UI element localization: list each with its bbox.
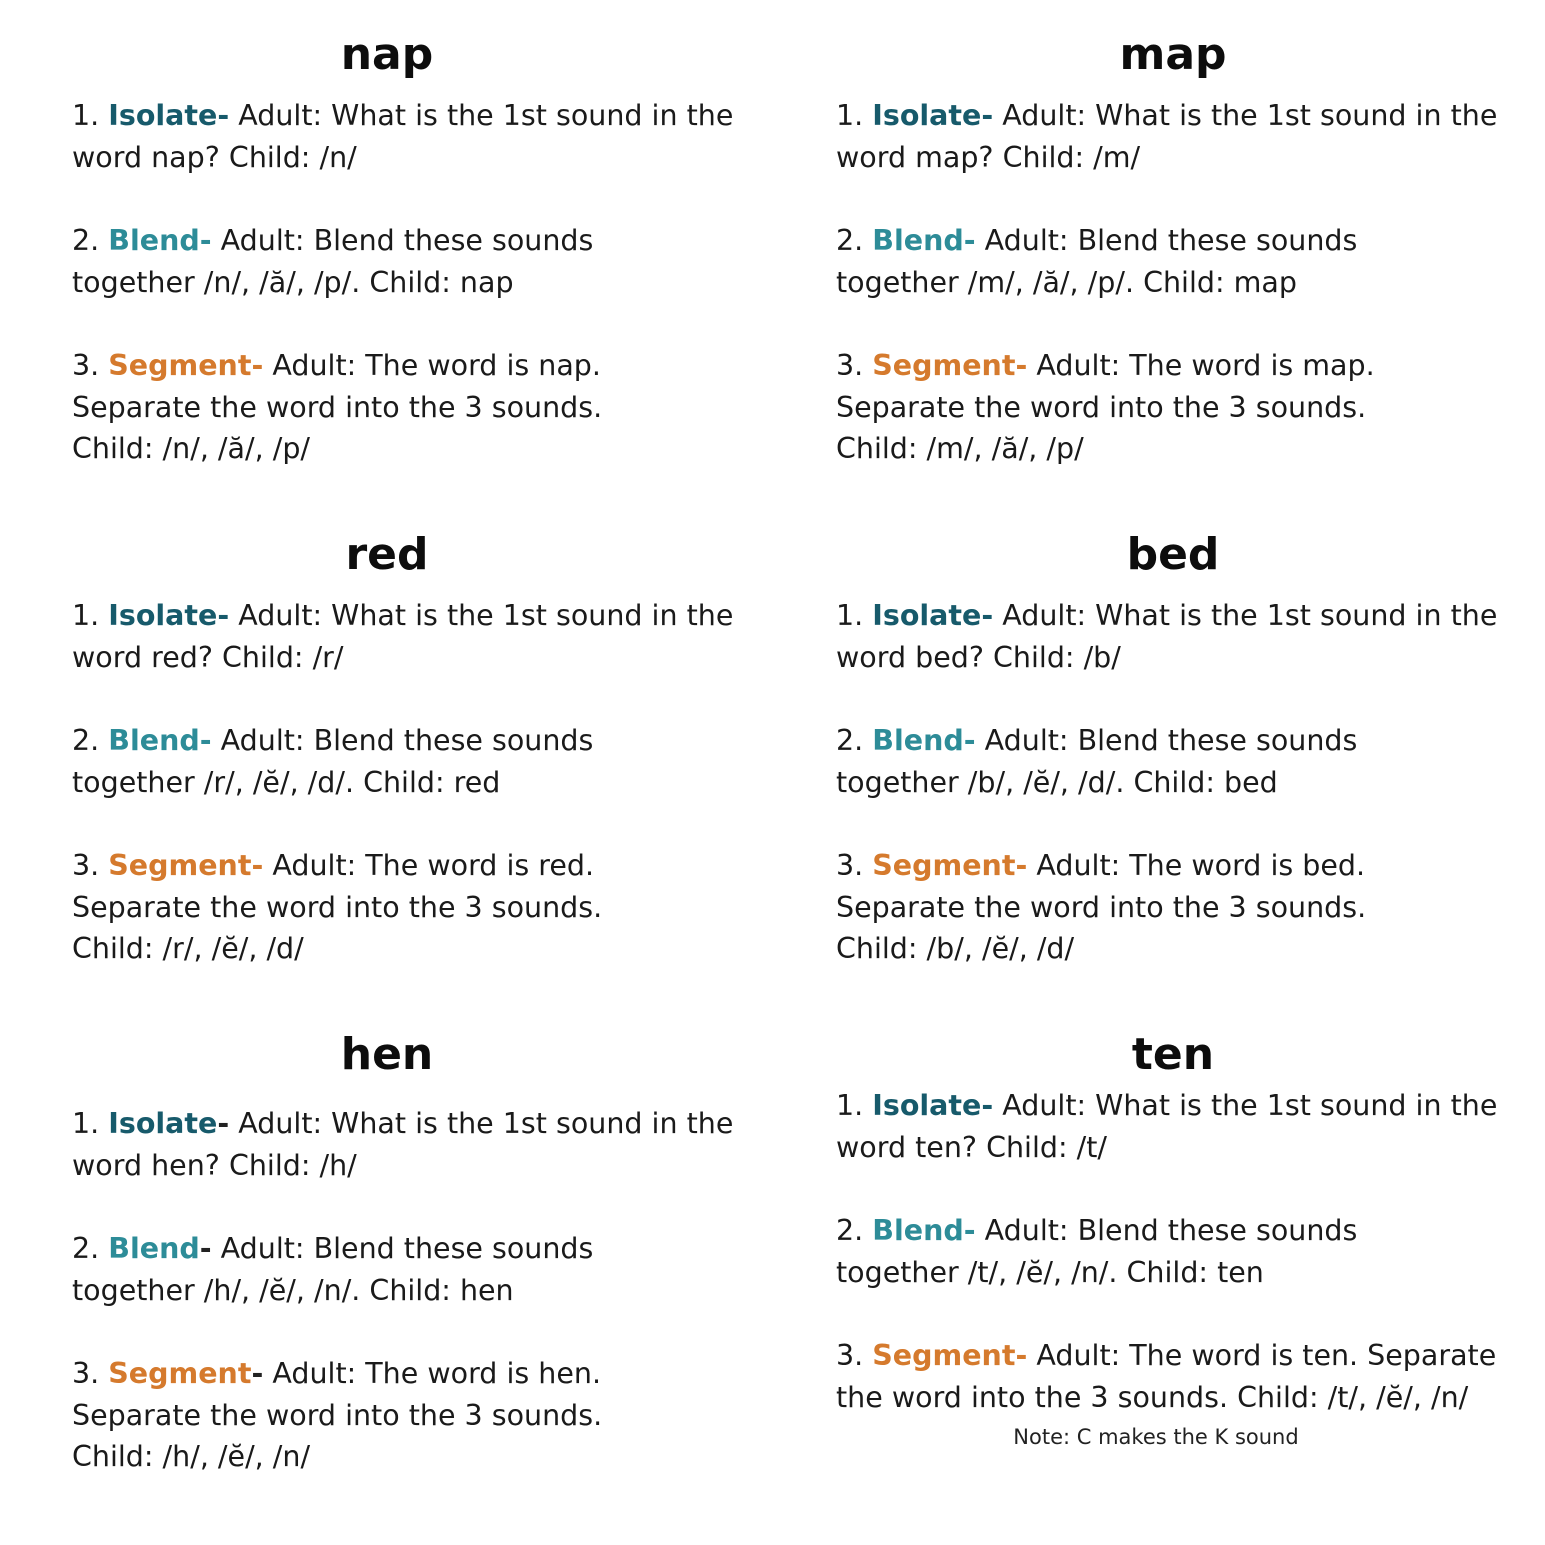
blend-step [836, 220, 1357, 303]
step-text-line2: the word into the 3 sounds. Child: /t/, /ĕ/, /n/ [836, 1380, 1469, 1414]
step-number: 2. [72, 224, 109, 257]
isolate-step [72, 1103, 733, 1186]
label-dash: - [199, 1232, 212, 1265]
step-text-line3: Child: /b/, /ĕ/, /d/ [836, 932, 1075, 965]
step-text-line2: together /m/, /ă/, /p/. Child: map [836, 265, 1297, 299]
step-text-line1: Adult: What is the 1st sound in the [229, 99, 734, 132]
segment-label: Segment [872, 849, 1016, 882]
segment-step [836, 1335, 1496, 1418]
step-text-line2: Separate the word into the 3 sounds. [72, 890, 603, 924]
card-title: map [1119, 29, 1227, 80]
step-text-line3: Child: /m/, /ă/, /p/ [836, 432, 1084, 465]
step-text-line2: word hen? Child: /h/ [72, 1148, 357, 1182]
step-text-line1: Adult: Blend these sounds [211, 224, 594, 257]
label-dash: - [251, 349, 264, 382]
step-text-line1: Adult: What is the 1st sound in the [229, 599, 734, 632]
segment-step [72, 345, 602, 470]
label-dash: - [217, 1107, 230, 1140]
step-text-line1: Adult: Blend these sounds [211, 724, 594, 757]
segment-label: Segment [108, 1357, 252, 1390]
isolate-step [72, 595, 733, 678]
step-text-line2: word red? Child: /r/ [72, 640, 344, 674]
label-dash: - [1015, 349, 1028, 382]
step-text-line1: Adult: The word is bed. [1027, 849, 1366, 882]
isolate-label: Isolate [108, 1107, 218, 1140]
blend-step [72, 220, 593, 303]
step-number: 3. [72, 349, 109, 382]
isolate-label: Isolate [108, 599, 218, 632]
step-number: 1. [836, 1089, 873, 1122]
label-dash: - [963, 224, 976, 257]
step-number: 3. [836, 349, 873, 382]
step-number: 1. [72, 1107, 109, 1140]
blend-label: Blend [108, 224, 200, 257]
segment-label: Segment [108, 349, 252, 382]
note-text: Note: C makes the K sound [1013, 1425, 1299, 1449]
label-dash: - [963, 724, 976, 757]
label-dash: - [1015, 849, 1028, 882]
step-text-line1: Adult: What is the 1st sound in the [993, 99, 1498, 132]
card-title: bed [1126, 529, 1220, 580]
step-text-line2: word bed? Child: /b/ [836, 640, 1121, 674]
step-number: 1. [836, 599, 873, 632]
isolate-step [836, 1085, 1497, 1168]
card-title: nap [340, 29, 434, 80]
step-text-line1: Adult: Blend these sounds [975, 724, 1358, 757]
segment-step [72, 1353, 602, 1478]
blend-step [72, 1228, 593, 1311]
step-text-line1: Adult: Blend these sounds [975, 224, 1358, 257]
blend-label: Blend [108, 1232, 200, 1265]
segment-step [836, 845, 1366, 970]
isolate-label: Isolate [872, 99, 982, 132]
label-dash: - [199, 224, 212, 257]
step-number: 2. [72, 1232, 109, 1265]
card-title: red [345, 529, 429, 580]
step-text-line1: Adult: The word is ten. Separate [1027, 1339, 1497, 1372]
card-title: hen [340, 1029, 434, 1080]
step-number: 3. [836, 849, 873, 882]
step-text-line1: Adult: The word is hen. [263, 1357, 601, 1390]
blend-label: Blend [872, 1214, 964, 1247]
step-text-line1: Adult: The word is red. [263, 849, 595, 882]
step-number: 2. [72, 724, 109, 757]
step-text-line2: word nap? Child: /n/ [72, 140, 357, 174]
step-number: 2. [836, 224, 873, 257]
label-dash: - [1015, 1339, 1028, 1372]
step-number: 2. [836, 1214, 873, 1247]
step-text-line2: Separate the word into the 3 sounds. [836, 890, 1367, 924]
isolate-step [836, 595, 1497, 678]
label-dash: - [217, 99, 230, 132]
step-number: 2. [836, 724, 873, 757]
label-dash: - [981, 99, 994, 132]
step-text-line2: word ten? Child: /t/ [836, 1130, 1108, 1164]
step-number: 3. [72, 1357, 109, 1390]
label-dash: - [251, 1357, 264, 1390]
step-text-line1: Adult: Blend these sounds [975, 1214, 1358, 1247]
step-text-line1: Adult: Blend these sounds [211, 1232, 594, 1265]
step-number: 1. [72, 599, 109, 632]
blend-step [836, 1210, 1357, 1293]
blend-step [836, 720, 1357, 803]
isolate-step [836, 95, 1497, 178]
step-text-line2: Separate the word into the 3 sounds. [72, 390, 603, 424]
label-dash: - [251, 849, 264, 882]
blend-label: Blend [108, 724, 200, 757]
step-number: 1. [836, 99, 873, 132]
isolate-label: Isolate [872, 1089, 982, 1122]
card-title: ten [1131, 1029, 1215, 1080]
label-dash: - [963, 1214, 976, 1247]
blend-label: Blend [872, 724, 964, 757]
step-text-line3: Child: /h/, /ĕ/, /n/ [72, 1440, 311, 1473]
segment-step [72, 845, 602, 970]
segment-label: Segment [872, 349, 1016, 382]
step-text-line1: Adult: What is the 1st sound in the [993, 599, 1498, 632]
label-dash: - [199, 724, 212, 757]
segment-label: Segment [872, 1339, 1016, 1372]
isolate-label: Isolate [872, 599, 982, 632]
step-text-line2: together /n/, /ă/, /p/. Child: nap [72, 265, 514, 299]
step-text-line2: together /r/, /ĕ/, /d/. Child: red [72, 765, 501, 799]
step-text-line1: Adult: What is the 1st sound in the [229, 1107, 734, 1140]
step-text-line1: Adult: The word is nap. [263, 349, 601, 382]
blend-step [72, 720, 593, 803]
isolate-label: Isolate [108, 99, 218, 132]
step-text-line2: Separate the word into the 3 sounds. [72, 1398, 603, 1432]
blend-label: Blend [872, 224, 964, 257]
step-text-line3: Child: /n/, /ă/, /p/ [72, 432, 311, 465]
step-text-line1: Adult: What is the 1st sound in the [993, 1089, 1498, 1122]
step-text-line3: Child: /r/, /ĕ/, /d/ [72, 932, 304, 965]
step-text-line1: Adult: The word is map. [1027, 349, 1375, 382]
label-dash: - [217, 599, 230, 632]
step-number: 1. [72, 99, 109, 132]
segment-step [836, 345, 1375, 470]
segment-label: Segment [108, 849, 252, 882]
label-dash: - [981, 599, 994, 632]
step-text-line2: word map? Child: /m/ [836, 140, 1141, 174]
step-text-line2: together /b/, /ĕ/, /d/. Child: bed [836, 765, 1278, 799]
step-number: 3. [72, 849, 109, 882]
step-number: 3. [836, 1339, 873, 1372]
isolate-step [72, 95, 733, 178]
step-text-line2: Separate the word into the 3 sounds. [836, 390, 1367, 424]
label-dash: - [981, 1089, 994, 1122]
step-text-line2: together /h/, /ĕ/, /n/. Child: hen [72, 1273, 514, 1307]
step-text-line2: together /t/, /ĕ/, /n/. Child: ten [836, 1255, 1264, 1289]
